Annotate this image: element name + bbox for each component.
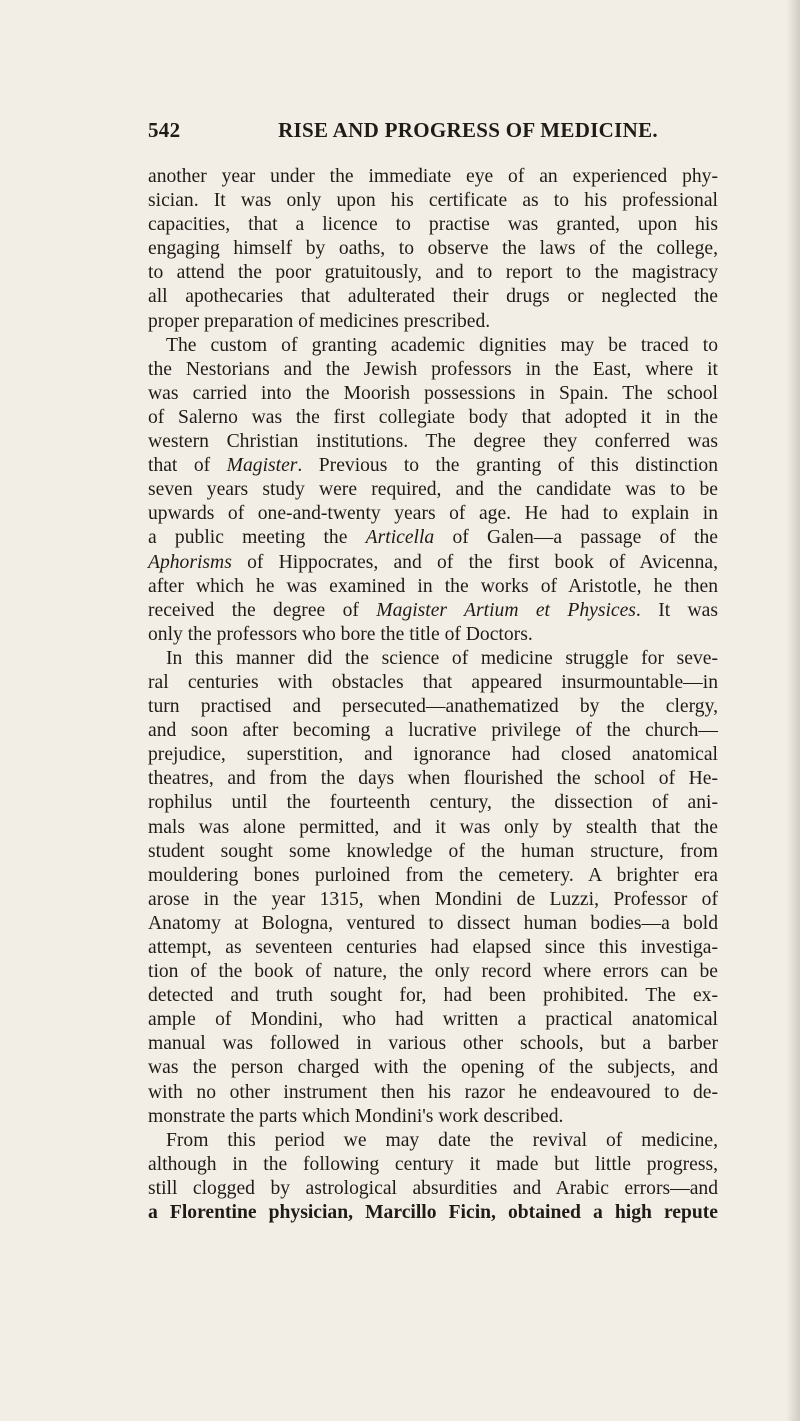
text-line: mouldering bones purloined from the cemetery. A brighter era [148, 864, 718, 886]
text-line: manual was followed in various other schools, but a barber [148, 1033, 718, 1055]
text-line: proper preparation of medicines prescribed. [148, 310, 491, 332]
text-line: ample of Mondini, who had written a practical anatomical [148, 1009, 718, 1031]
text-line: prejudice, superstition, and ignorance had closed anatomical [148, 744, 718, 766]
text-run: of Galen—a passage of the [434, 527, 718, 549]
text-run: . Previous to the granting of this distinction [297, 455, 719, 477]
text-line: capacities, that a licence to practise was granted, upon his [148, 214, 718, 236]
text-line: From this period we may date the revival of medicine, [166, 1129, 718, 1151]
italic-phrase: Magister [226, 455, 298, 477]
text-run: received the degree of [148, 599, 377, 621]
text-line: seven years study were required, and the candidate was to be [148, 479, 718, 501]
text-line: although in the following century it made but little progress, [148, 1153, 718, 1175]
text-line: ral centuries with obstacles that appeared insurmountable—in [148, 671, 718, 693]
text-line [148, 526, 718, 550]
text-run: that of [148, 455, 227, 477]
text-line: turn practised and persecuted—anathematized by the clergy, [148, 696, 718, 718]
text-line: to attend the poor gratuitously, and to report to the magistracy [148, 262, 718, 284]
text-line: another year under the immediate eye of an experienced phy- [148, 166, 718, 187]
text-line: arose in the year 1315, when Mondini de Luzzi, Professor of [148, 888, 718, 910]
page-header [148, 118, 718, 146]
text-line [148, 599, 718, 623]
text-run: a public meeting the [148, 527, 366, 549]
text-line: with no other instrument then his razor he endeavoured to de- [148, 1081, 718, 1103]
text-line: Anatomy at Bologna, ventured to dissect human bodies—a bold [148, 912, 718, 934]
text-line: rophilus until the fourteenth century, the dissection of ani- [148, 792, 718, 814]
text-line: upwards of one-and-twenty years of age. He had to explain in [148, 503, 718, 525]
text-line: sician. It was only upon his certificate as to his professional [148, 190, 718, 212]
text-line: a Florentine physician, Marcillo Ficin, obtained a high repute [148, 1202, 718, 1224]
text-line [148, 454, 718, 478]
text-line: tion of the book of nature, the only record where errors can be [148, 961, 718, 983]
text-line: mals was alone permitted, and it was only by stealth that the [148, 816, 718, 838]
text-line: detected and truth sought for, had been prohibited. The ex- [148, 985, 718, 1007]
page-edge-shadow [786, 0, 800, 1421]
text-line: the Nestorians and the Jewish professors in the East, where it [148, 358, 718, 380]
text-line: still clogged by astrological absurdities and Arabic errors—and [148, 1177, 718, 1199]
text-line: theatres, and from the days when flourished the school of He- [148, 768, 718, 790]
italic-phrase: Magister Artium et Physices [376, 599, 636, 621]
text-line: only the professors who bore the title of Doctors. [148, 623, 533, 645]
italic-phrase: Aphorisms [148, 551, 232, 573]
text-line: all apothecaries that adulterated their drugs or neglected the [148, 286, 718, 308]
text-line: was carried into the Moorish possessions in Spain. The school [148, 382, 718, 404]
text-run: . It was [635, 599, 718, 621]
text-line: after which he was examined in the works of Aristotle, he then [148, 575, 718, 597]
text-line: In this manner did the science of medicine struggle for seve- [166, 647, 718, 669]
text-line: attempt, as seventeen centuries had elapsed since this investiga- [148, 937, 718, 958]
text-line: monstrate the parts which Mondini's work described. [148, 1105, 564, 1127]
text-line: engaging himself by oaths, to observe the laws of the college, [148, 238, 718, 260]
italic-phrase: Articella [365, 527, 435, 549]
text-line: The custom of granting academic dignities may be traced to [166, 334, 718, 356]
running-head: RISE AND PROGRESS OF MEDICINE. [278, 118, 658, 142]
text-line: and soon after becoming a lucrative privilege of the church— [148, 720, 718, 742]
text-line [148, 551, 718, 575]
text-line: of Salerno was the first collegiate body that adopted it in the [148, 406, 718, 428]
body-text [148, 165, 718, 1225]
text-line: western Christian institutions. The degree they conferred was [148, 431, 718, 453]
text-run: of Hippocrates, and of the first book of Avicenna, [231, 551, 718, 573]
text-line: was the person charged with the opening of the subjects, and [148, 1057, 718, 1079]
page-number: 542 [148, 118, 181, 142]
text-line: student sought some knowledge of the human structure, from [148, 840, 718, 862]
